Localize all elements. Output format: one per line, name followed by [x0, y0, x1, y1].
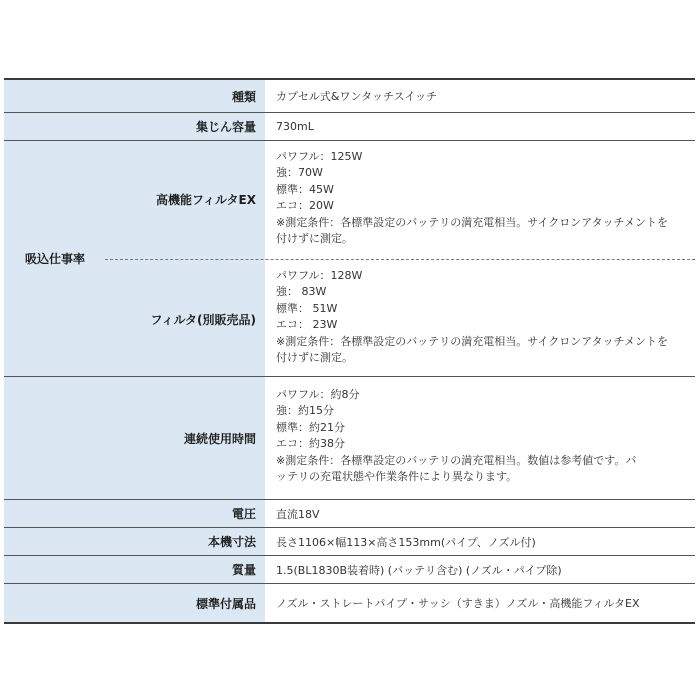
- label-continuous-time: 連続使用時間: [4, 377, 265, 499]
- label-dimensions: 本機寸法: [4, 528, 265, 555]
- row-dust-capacity: [4, 113, 695, 141]
- spec-table: [4, 78, 695, 624]
- row-dimensions: [4, 528, 695, 556]
- filter-line: パワフル：128W: [276, 269, 363, 282]
- row-weight: [4, 556, 695, 584]
- label-accessories: 標準付属品: [4, 584, 265, 622]
- value-accessories: ノズル・ストレートパイプ・サッシ（すきま）ノズル・高機能フィルタEX: [276, 597, 640, 610]
- label-suction-power: 吸込仕事率: [25, 252, 86, 266]
- filter-line: 標準： 51W: [276, 301, 338, 315]
- filter-line: 付けずに測定。: [276, 351, 353, 365]
- label-type: 種類: [4, 80, 265, 112]
- continuous-time-line: パワフル：約8分: [276, 388, 360, 401]
- value-continuous-time: [265, 377, 695, 499]
- label-voltage: 電圧: [4, 500, 265, 527]
- value-filter-sold-separately: [276, 268, 690, 366]
- continuous-time-line: エコ：約38分: [276, 437, 345, 451]
- value-weight: 1.5(BL1830B装着時) (バッテリ含む) (ノズル・パイプ除): [276, 563, 562, 577]
- value-voltage: 直流18V: [276, 507, 320, 521]
- row-suction-power: [4, 141, 695, 377]
- row-continuous-time: [4, 377, 695, 500]
- value-type: カプセル式&ワンタッチスイッチ: [276, 90, 438, 103]
- label-high-filter: 高機能フィルタEX: [155, 193, 256, 207]
- row-accessories: [4, 584, 695, 622]
- filter-line: ※測定条件：各標準設定のバッテリの満充電相当。サイクロンアタッチメントを: [276, 334, 669, 348]
- continuous-time-line: ※測定条件：各標準設定のバッテリの満充電相当。数値は参考値です。バ: [276, 453, 637, 467]
- high-filter-line: 強：70W: [276, 166, 323, 180]
- value-high-filter: [276, 149, 690, 247]
- high-filter-line: パワフル：125W: [276, 150, 363, 163]
- high-filter-line: エコ：20W: [276, 199, 334, 213]
- filter-line: エコ： 23W: [276, 318, 338, 332]
- value-dust-capacity: 730mL: [276, 120, 314, 133]
- label-filter-sold-separately: フィルタ(別販売品): [150, 313, 256, 327]
- label-weight: 質量: [4, 556, 265, 583]
- continuous-time-line: 標準：約21分: [276, 420, 345, 434]
- high-filter-line: ※測定条件：各標準設定のバッテリの満充電相当。サイクロンアタッチメントを: [276, 215, 669, 229]
- continuous-time-line: 強：約15分: [276, 404, 334, 418]
- suction-divider: [105, 259, 695, 260]
- label-dust-capacity: 集じん容量: [4, 113, 265, 140]
- row-type: [4, 80, 695, 113]
- high-filter-line: 付けずに測定。: [276, 232, 353, 246]
- row-voltage: [4, 500, 695, 528]
- filter-line: 強： 83W: [276, 285, 327, 299]
- value-dimensions: 長さ1106×幅113×高さ153mm(パイプ、ノズル付): [276, 535, 536, 549]
- continuous-time-line: ッテリの充電状態や作業条件により異なります。: [276, 470, 518, 484]
- high-filter-line: 標準：45W: [276, 182, 334, 196]
